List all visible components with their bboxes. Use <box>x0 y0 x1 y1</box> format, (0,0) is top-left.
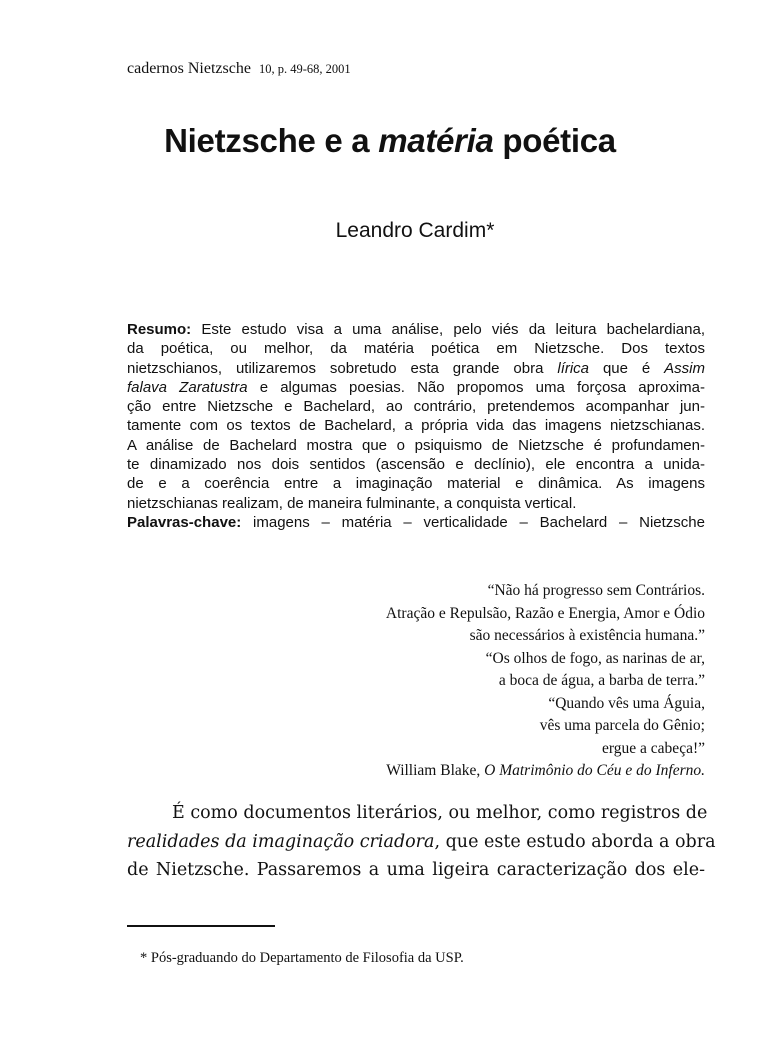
abstract-label: Resumo: <box>127 321 192 338</box>
body-line: de Nietzsche. Passaremos a uma ligeira caracterização dos ele- <box>127 860 705 880</box>
keywords-line <box>127 513 705 532</box>
keywords: imagens – matéria – verticalidade – Bachelard – Nietzsche <box>241 513 705 531</box>
epigraph-line: vês uma parcela do Gênio; <box>539 717 705 734</box>
epigraph <box>386 580 705 783</box>
article-title <box>0 122 780 160</box>
body-line: realidades da imaginação criadora, que este estudo aborda a obra <box>127 831 716 852</box>
abstract-line: da poética, ou melhor, da matéria poética em Nietzsche. Dos textos <box>127 340 705 358</box>
epigraph-line: “Quando vês uma Águia, <box>548 694 705 712</box>
epigraph-line: ergue a cabeça!” <box>602 739 705 757</box>
epigraph-line: a boca de água, a barba de terra.” <box>498 672 705 689</box>
epigraph-line: Atração e Repulsão, Razão e Energia, Amor e Ódio <box>385 604 705 622</box>
abstract <box>127 320 705 532</box>
epigraph-line: “Os olhos de fogo, as narinas de ar, <box>485 649 705 667</box>
citation: 10, p. 49-68, 2001 <box>258 62 351 76</box>
footnote: * Pós-graduando do Departamento de Filosofia da USP. <box>140 950 464 966</box>
body-paragraph <box>127 799 716 885</box>
journal-name: cadernos Nietzsche <box>127 60 251 77</box>
title-part-2: poética <box>493 122 616 159</box>
body-line: É como documentos literários, ou melhor, como registros de <box>172 803 708 823</box>
abstract-line: A análise de Bachelard mostra que o psiquismo de Nietzsche é profundamen- <box>127 436 705 454</box>
footnote-rule <box>127 925 275 927</box>
author-name: Leandro Cardim* <box>335 219 495 242</box>
abstract-line: ção entre Nietzsche e Bachelard, ao contrário, pretendemos acompanhar jun- <box>127 398 705 416</box>
title-part-1: Nietzsche e a <box>164 122 379 159</box>
epigraph-line: “Não há progresso sem Contrários. <box>487 582 705 599</box>
abstract-line: de e a coerência entre a imaginação material e dinâmica. As imagens <box>127 475 705 493</box>
keywords-label: Palavras-chave: <box>127 513 242 531</box>
abstract-line: nietzschianos, utilizaremos sobretudo esta grande obra lírica que é Assim <box>127 359 705 377</box>
abstract-line: Resumo: Este estudo visa a uma análise, pelo viés da leitura bachelardiana, <box>127 321 705 338</box>
epigraph-work: O Matrimônio do Céu e do Inferno. <box>484 762 705 779</box>
abstract-line: falava Zaratustra e algumas poesias. Não propomos uma forçosa aproxima- <box>127 378 705 396</box>
epigraph-attribution: William Blake, O Matrimônio do Céu e do Inferno. <box>386 762 705 779</box>
abstract-line: tamente com os textos de Bachelard, a própria vida das imagens nietzschianas. <box>127 417 705 435</box>
abstract-line: nietzschianas realizam, de maneira fulminante, a conquista vertical. <box>127 494 577 512</box>
title-italic-word: matéria <box>378 122 494 159</box>
epigraph-line: são necessários à existência humana.” <box>469 627 705 644</box>
running-head <box>127 60 351 78</box>
abstract-line: te dinamizado nos dois sentidos (ascensão e declínio), ele encontra a unida- <box>127 456 705 474</box>
